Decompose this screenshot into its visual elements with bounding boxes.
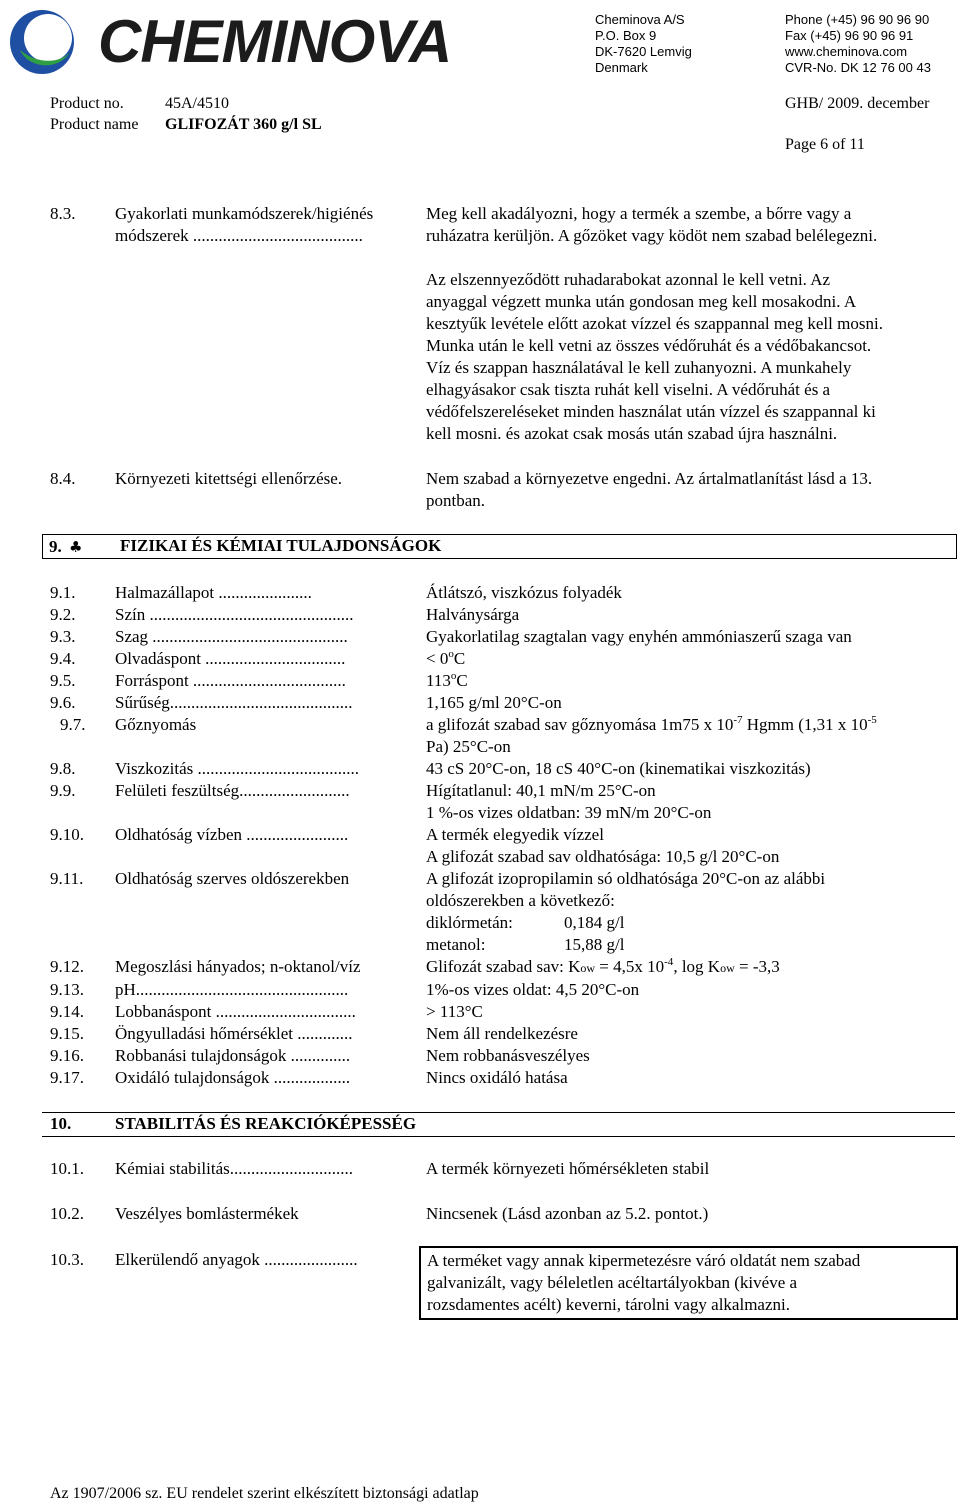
exponent-sup: -4 (664, 956, 674, 968)
item-label: Sűrűség........................................... (115, 693, 353, 712)
item-value-line: A termék elegyedik vízzel (426, 825, 604, 844)
paragraph-line: rozsdamentes acélt) keverni, tárolni vagy alkalmazni. (427, 1295, 790, 1314)
product-no-value: 45A/4510 (165, 95, 229, 112)
item-value (426, 648, 465, 670)
item-number: 9.7. (60, 715, 86, 734)
item-label: Kémiai stabilitás............................. (115, 1159, 353, 1178)
address-line: Cheminova A/S (595, 12, 685, 27)
section-number: 10. (50, 1114, 72, 1133)
item-label: Oldhatóság vízben ........................ (115, 825, 349, 844)
value-text: = -3,3 (734, 957, 780, 976)
paragraph-line: A terméket vagy annak kipermetezésre váró oldatát nem szabad (427, 1251, 861, 1270)
solvent-value: 15,88 g/l (564, 935, 625, 954)
paragraph-line: kesztyűk levétele előtt azokat vízzel és szappannal meg kell mosni. (426, 314, 883, 333)
item-value-line: pontban. (426, 491, 486, 510)
item-value-line: A glifozát szabad sav oldhatósága: 10,5 g/l 20°C-on (426, 847, 780, 866)
item-number: 9.4. (50, 649, 76, 668)
item-label: pH.................................................. (115, 980, 349, 999)
item-label: Öngyulladási hőmérséklet ............. (115, 1024, 353, 1043)
item-number: 9.6. (50, 693, 76, 712)
website-link[interactable]: www.cheminova.com (785, 44, 908, 59)
item-value-line: ruházatra kerüljön. A gőzöket vagy ködöt nem szabad belélegezni. (426, 226, 878, 245)
item-label: Oxidáló tulajdonságok .................. (115, 1068, 351, 1087)
item-label: Olvadáspont ................................. (115, 649, 346, 668)
item-label: Oldhatóság szerves oldószerekben (115, 869, 350, 888)
item-value: 1,165 g/ml 20°C-on (426, 693, 562, 712)
value-unit: C (456, 671, 468, 690)
item-number: 9.15. (50, 1024, 84, 1043)
section-9-heading (42, 534, 957, 559)
item-value (426, 956, 780, 979)
exponent-sup: -5 (867, 714, 877, 726)
item-label: Gőznyomás (115, 715, 197, 734)
paragraph-line: Víz és szappan használatával le kell zuhanyozni. A munkahely (426, 358, 852, 377)
item-number: 10.3. (50, 1250, 84, 1269)
value-text: = 4,5x 10 (595, 957, 665, 976)
exponent-sup: -7 (733, 714, 743, 726)
company-contact (785, 12, 955, 76)
item-value-line: Nem szabad a környezetve engedni. Az ártalmatlanítást lásd a 13. (426, 469, 873, 488)
address-line: P.O. Box 9 (595, 28, 657, 43)
item-value (426, 670, 468, 692)
product-name-label: Product name (50, 116, 139, 133)
item-label: Szag .............................................. (115, 627, 348, 646)
value-text: a glifozát szabad sav gőznyomása 1m75 x 10 (426, 715, 734, 734)
item-value: A termék környezeti hőmérsékleten stabil (426, 1159, 710, 1178)
item-number: 9.3. (50, 627, 76, 646)
doc-reference: GHB/ 2009. december (785, 95, 930, 112)
value-text: Glifozát szabad sav: K (426, 957, 581, 976)
value-text: < 0 (426, 649, 449, 668)
item-number: 8.4. (50, 469, 76, 488)
item-number: 8.3. (50, 204, 76, 223)
item-label: Megoszlási hányados; n-oktanol/víz (115, 957, 361, 976)
subscript: ow (580, 961, 596, 975)
cheminova-emblem-icon (6, 6, 76, 76)
paragraph-line: elhagyásakor csak tiszta ruhát kell viselni. A védőruhát és a (426, 380, 831, 399)
paragraph-line: Munka után le kell vetni az összes védőruhát és a védőbakancsot. (426, 336, 872, 355)
item-label: Elkerülendő anyagok ...................... (115, 1250, 358, 1269)
item-label: Robbanási tulajdonságok .............. (115, 1046, 351, 1065)
item-number: 10.2. (50, 1204, 84, 1223)
item-label: Lobbanáspont ................................. (115, 1002, 356, 1021)
footer-text: Az 1907/2006 sz. EU rendelet szerint elkészített biztonsági adatlap (50, 1485, 479, 1502)
item-value: Nincsenek (Lásd azonban az 5.2. pontot.) (426, 1204, 709, 1223)
logo-wordmark: CHEMINOVA (98, 8, 452, 75)
paragraph-line: galvanizált, vagy béleletlen acéltartályokban (kivéve a (427, 1273, 798, 1292)
item-number: 9.1. (50, 583, 76, 602)
item-value: Nincs oxidáló hatása (426, 1068, 568, 1087)
subscript: ow (720, 961, 735, 975)
item-value: Gyakorlatilag szagtalan vagy enyhén ammóniaszerű szaga van (426, 627, 852, 646)
paragraph-line: kell mosni. és azokat csak mosás után szabad újra használni. (426, 424, 838, 443)
company-logo (6, 6, 496, 76)
section-8-3-hygiene-text (426, 269, 956, 445)
value-text: Hgmm (1,31 x 10 (742, 715, 868, 734)
value-text: , log K (673, 957, 721, 976)
item-value: 43 cS 20°C-on, 18 cS 40°C-on (kinematikai viszkozitás) (426, 759, 811, 778)
item-number: 9.11. (50, 869, 84, 888)
product-name-value: GLIFOZÁT 360 g/l SL (165, 116, 322, 133)
solvent-name: metanol: (426, 935, 486, 954)
product-no-label: Product no. (50, 95, 124, 112)
item-label: Forráspont .................................... (115, 671, 346, 690)
item-value (426, 714, 877, 736)
item-value-line: Hígítatlanul: 40,1 mN/m 25°C-on (426, 781, 656, 800)
degree-sup: o (448, 648, 454, 660)
item-value: Halványsárga (426, 605, 520, 624)
item-value-line: oldószerekben a következő: (426, 891, 615, 910)
item-number: 9.9. (50, 781, 76, 800)
item-number: 10.1. (50, 1159, 84, 1178)
degree-sup: o (450, 670, 457, 682)
section-title: FIZIKAI ÉS KÉMIAI TULAJDONSÁGOK (120, 536, 442, 555)
item-label: Szín ................................................ (115, 605, 354, 624)
section-10-heading (42, 1112, 955, 1137)
cvr-text: CVR-No. DK 12 76 00 43 (785, 60, 931, 75)
address-line: DK-7620 Lemvig (595, 44, 692, 59)
item-label: módszerek ........................................ (115, 226, 363, 245)
item-number: 9.5. (50, 671, 76, 690)
item-label: Felületi feszültség.......................... (115, 781, 350, 800)
incompatible-materials-box (419, 1246, 958, 1320)
section-number: 9. (49, 537, 62, 556)
item-number: 9.13. (50, 980, 84, 999)
item-label: Környezeti kitettségi ellenőrzése. (115, 469, 343, 488)
item-number: 9.8. (50, 759, 76, 778)
paragraph-line: védőfelszereléseket minden használat után vízzel és szappannal ki (426, 402, 876, 421)
phone-text: Phone (+45) 96 90 96 90 (785, 12, 930, 27)
solvent-name: diklórmetán: (426, 913, 513, 932)
item-number: 9.12. (50, 957, 84, 976)
item-label: Halmazállapot ...................... (115, 583, 312, 602)
item-number: 9.17. (50, 1068, 84, 1087)
item-value: 1%-os vizes oldat: 4,5 20°C-on (426, 980, 640, 999)
solvent-value: 0,184 g/l (564, 913, 625, 932)
item-label: Veszélyes bomlástermékek (115, 1204, 299, 1223)
item-value-line: 1 %-os vizes oldatban: 39 mN/m 20°C-on (426, 803, 712, 822)
value-text: 113 (426, 671, 451, 690)
item-number: 9.2. (50, 605, 76, 624)
item-value: Átlátszó, viszkózus folyadék (426, 583, 622, 602)
fax-text: Fax (+45) 96 90 96 91 (785, 28, 914, 43)
item-value: Nem robbanásveszélyes (426, 1046, 590, 1065)
address-line: Denmark (595, 60, 648, 75)
item-number: 9.10. (50, 825, 84, 844)
paragraph-line: Az elszennyeződött ruhadarabokat azonnal le kell vetni. Az (426, 270, 831, 289)
item-value-line: Meg kell akadályozni, hogy a termék a szembe, a bőrre vagy a (426, 204, 852, 223)
item-value-line: A glifozát izopropilamin só oldhatósága 20°C-on az alábbi (426, 869, 826, 888)
club-icon: ♣ (69, 538, 83, 556)
value-unit: C (453, 649, 466, 668)
item-value: > 113°C (426, 1002, 483, 1021)
item-label: Viszkozitás ...................................... (115, 759, 360, 778)
item-number: 9.16. (50, 1046, 84, 1065)
item-value: Nem áll rendelkezésre (426, 1024, 578, 1043)
item-value-line: Pa) 25°C-on (426, 737, 511, 756)
item-label: Gyakorlati munkamódszerek/higiénés (115, 204, 374, 223)
paragraph-line: anyaggal végzett munka után gondosan meg kell mosakodni. A (426, 292, 857, 311)
section-title: STABILITÁS ÉS REAKCIÓKÉPESSÉG (115, 1114, 417, 1133)
page-number: Page 6 of 11 (785, 136, 865, 153)
company-address (595, 12, 775, 76)
item-number: 9.14. (50, 1002, 84, 1021)
